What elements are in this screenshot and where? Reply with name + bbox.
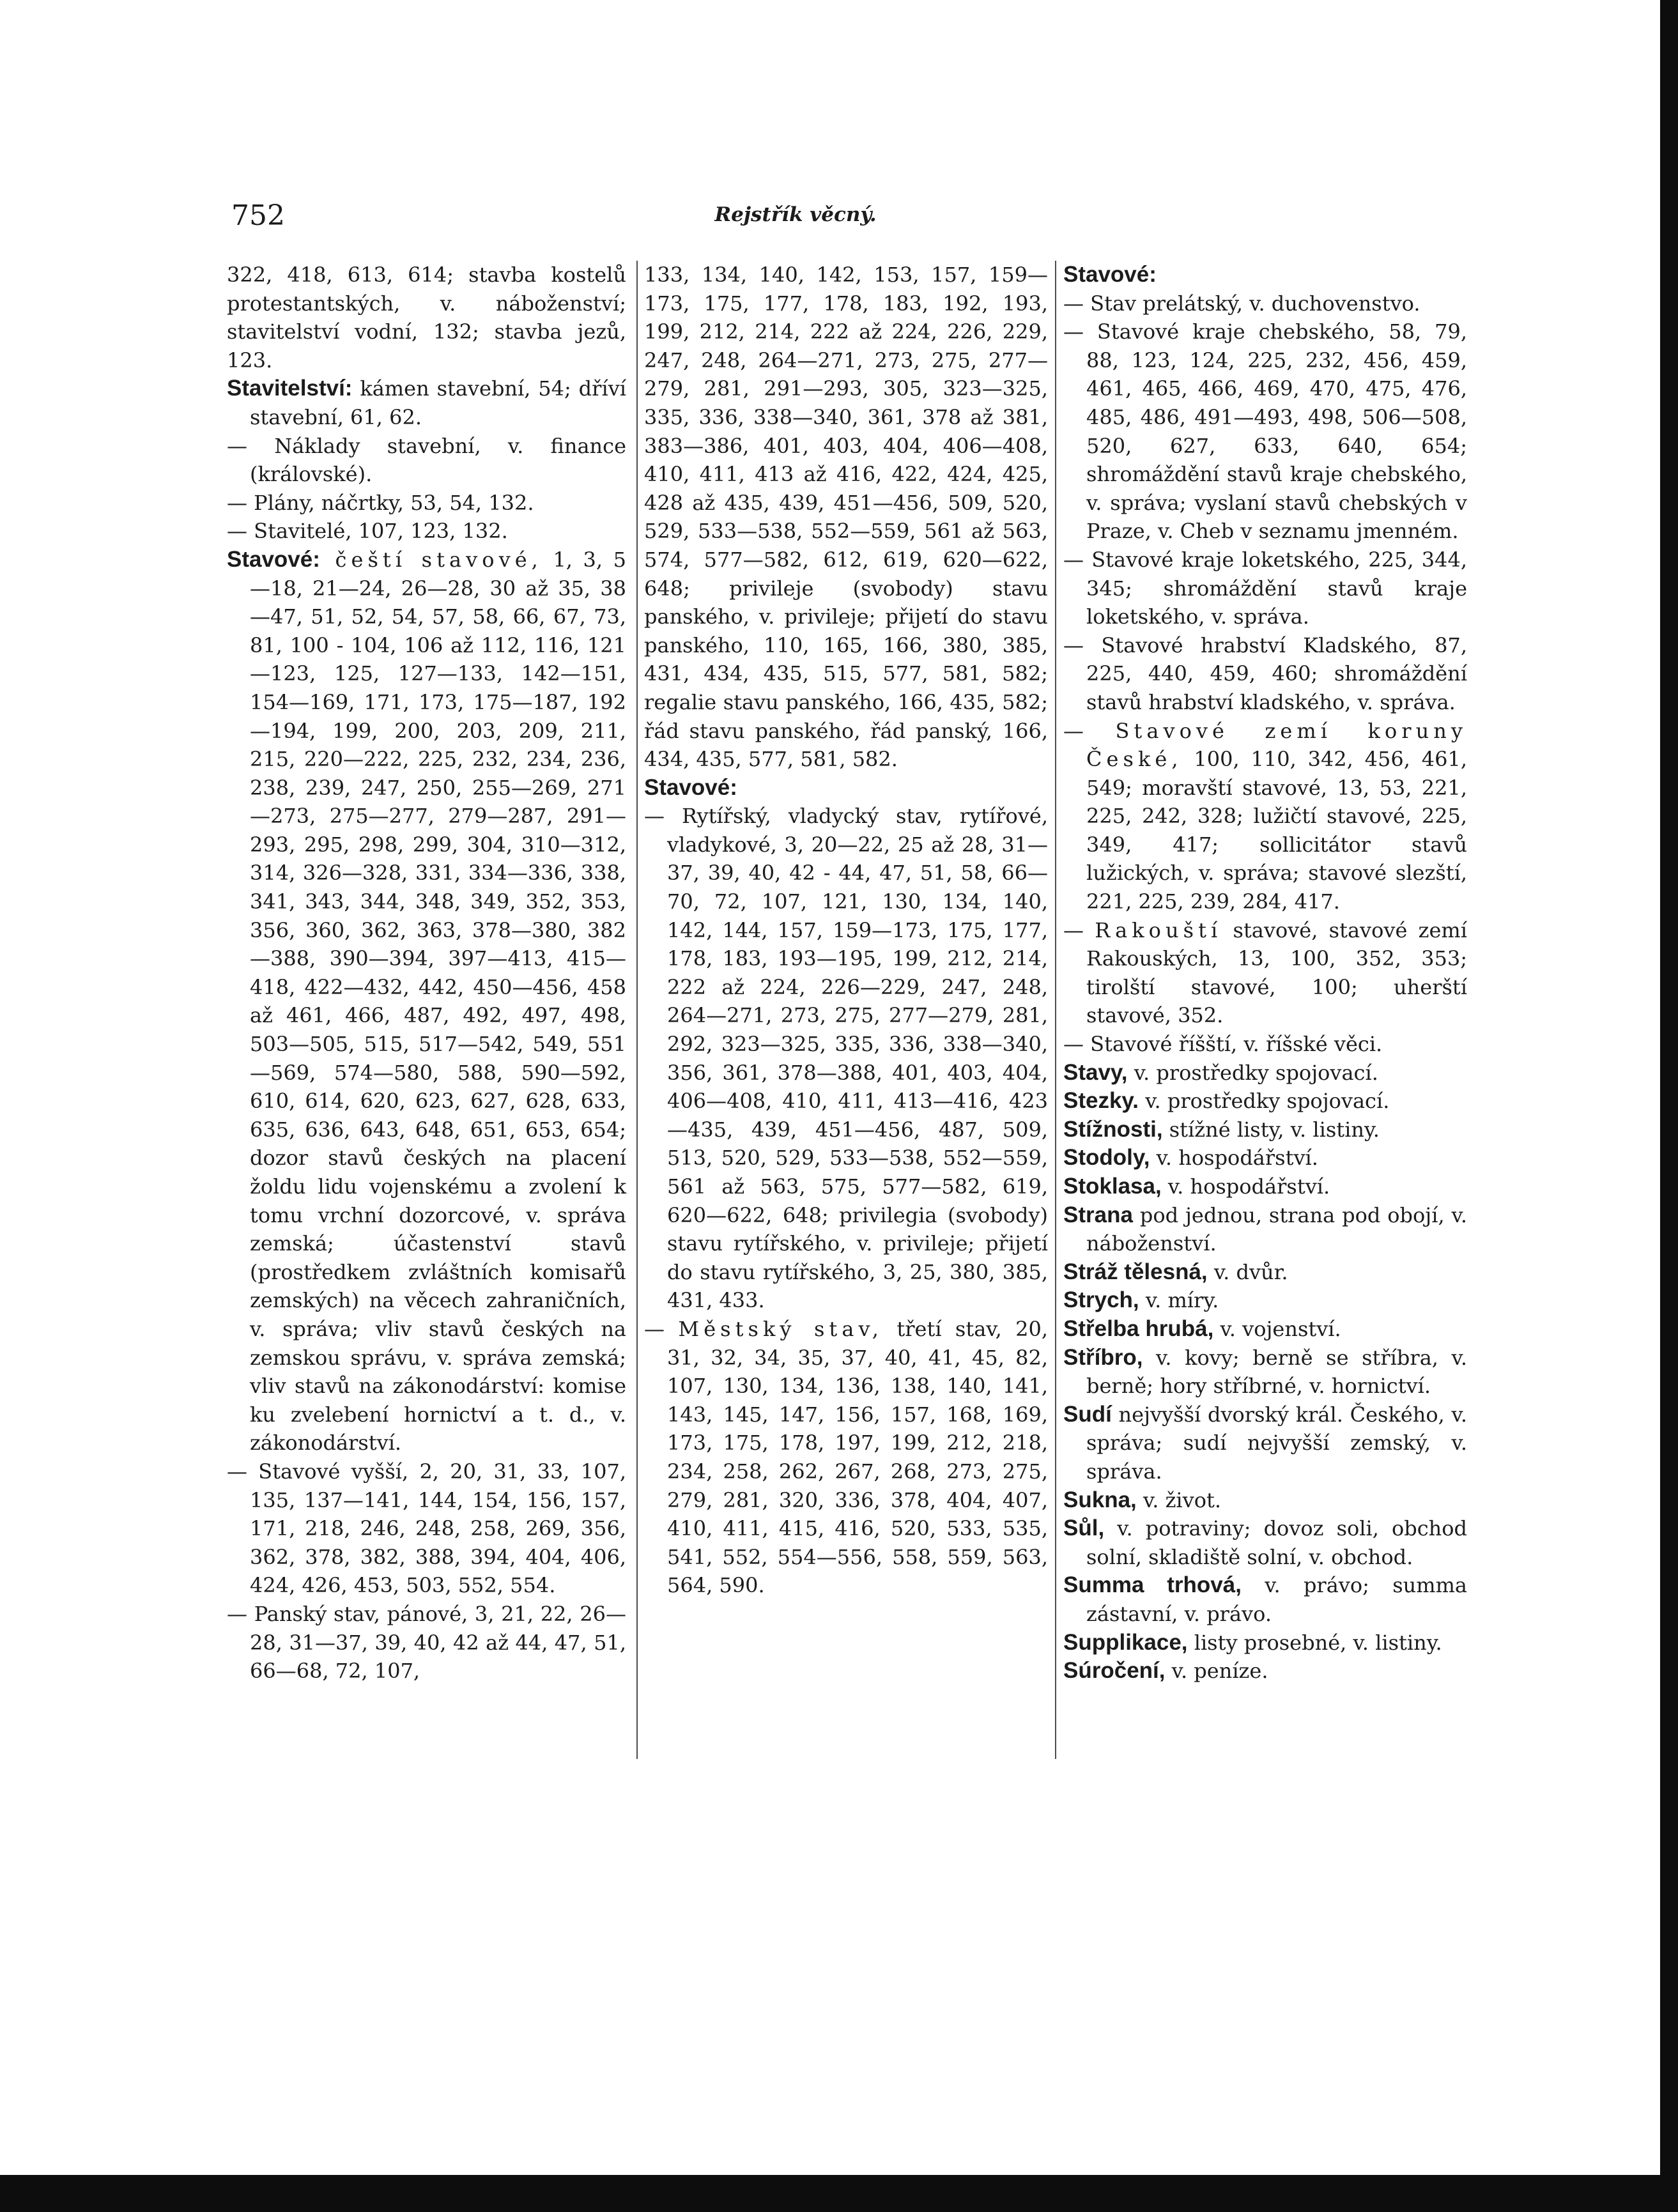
entry-text: v. právo; summa zástavní, v. právo.: [1086, 1573, 1467, 1626]
entry-text: v. hospodářství.: [1150, 1146, 1318, 1171]
entry-text: kámen stavební, 54; dříví stavební, 61, 62.: [250, 376, 626, 429]
entry-strelba-hruba: [1063, 1315, 1467, 1344]
entry-text: v. život.: [1136, 1487, 1222, 1512]
entry-text: v. hospodářství.: [1161, 1174, 1330, 1199]
entry-continuation: 133, 134, 140, 142, 153, 157, 159—173, 175, 177, 178, 183, 192, 193, 199, 212, 214, 222 až 224, 226, 229, 247, 248, 264—271, 273, 275, 277—279, 281, 291—293, 305, 323—325, 335, 336, 338—340, 361, 378 až 381, 383—386, 401, 403, 404, 406—408, 410, 411, 413 až 416, 422, 424, 425, 428 až 435, 439, 451—456, 509, 520, 529, 533—538, 552—559, 561 až 563, 574, 577—582, 612, 619, 620—622, 648; privileje (svobody) stavu panského, v. privileje; přijetí do stavu panského, 110, 165, 166, 380, 385, 431, 434, 435, 515, 577, 581, 582; regalie stavu panského, 166, 435, 582; řád stavu panského, řád panský, 166, 434, 435, 577, 581, 582.: [644, 263, 1048, 772]
entry-text: stavové, stavové zemí Rakouských, 13, 100, 352, 353; tirolští stavové, 100; uherští stavové, 352.: [1086, 918, 1467, 1028]
entry-text: nejvyšší dvorský král. Českého, v. správa; sudí nejvyšší zemský, v. správa.: [1086, 1402, 1467, 1484]
entry-sudi: [1063, 1401, 1467, 1486]
entry-text: 1, 3, 5—18, 21—24, 26—28, 30 až 35, 38—47, 51, 52, 54, 57, 58, 66, 67, 73, 81, 100 - 104, 106 až 112, 116, 121—123, 125, 127—133, 142—151, 154—169, 171, 173, 175—187, 192—194, 199, 200, 203, 209, 211, 215, 220—222, 225, 232, 234, 236, 238, 239, 247, 250, 255—269, 271—273, 275—277, 279—287, 291—293, 295, 298, 299, 304, 310—312, 314, 326—328, 331, 334—336, 338, 341, 343, 344, 348, 349, 352, 353, 356, 360, 362, 363, 378—380, 382—388, 390—394, 397—413, 415—418, 422—432, 442, 450—456, 458 až 461, 466, 487, 492, 497, 498, 503—505, 515, 517—542, 549, 551—569, 574—580, 588, 590—592, 610, 614, 620, 623, 627, 628, 633, 635, 636, 643, 648, 651, 653, 654; dozor stavů českých na placení žoldu lidu vojenskému a zvolení k tomu vrchní dozorcové, v. správa zemská; účastenství stavů (prostředkem zvláštních komisařů zemských) na věcech zahraničních, v. správa; vliv stavů českých na zemskou správu, v. správa zemská; vliv stavů na zákonodárství: komise ku zvelebení hornictví a t. d., v. zákonodárství.: [250, 547, 626, 1455]
entry-text: pod jednou, strana pod obojí, v. náboženství.: [1086, 1202, 1467, 1256]
headword: Stodoly,: [1063, 1145, 1150, 1171]
headword: Stavitelství:: [227, 376, 353, 401]
subentry: — Stav prelátský, v. duchovenstvo.: [1063, 291, 1420, 316]
headword: Sudí: [1063, 1401, 1112, 1427]
dash: —: [1063, 918, 1095, 942]
subentry: — Plány, náčrtky, 53, 54, 132.: [227, 490, 534, 515]
headword: Sůl,: [1063, 1516, 1105, 1541]
entry-straz-telesna: [1063, 1258, 1467, 1287]
headword: Stavové:: [227, 546, 320, 572]
index-column-1: [227, 261, 626, 1686]
entry-text: v. vojenství.: [1213, 1316, 1341, 1341]
entry-stiznosti: [1063, 1116, 1467, 1144]
entry-text: v. potraviny; dovoz soli, obchod solní, skladiště solní, v. obchod.: [1086, 1516, 1467, 1569]
dash: —: [644, 1316, 679, 1341]
headword: Supplikace,: [1063, 1629, 1188, 1655]
subentry: [644, 1315, 1048, 1600]
spaced-term: čeští stavové,: [319, 547, 543, 572]
subentry: — Stavové vyšší, 2, 20, 31, 33, 107, 135, 137—141, 144, 154, 156, 157, 171, 218, 246, 248, 258, 269, 356, 362, 378, 382, 388, 394, 404, 406, 424, 426, 453, 503, 552, 554.: [227, 1459, 626, 1598]
subentry: — Rytířský, vladycký stav, rytířové, vladykové, 3, 20—22, 25 až 28, 31—37, 39, 40, 42 - 44, 47, 51, 58, 66—70, 72, 107, 121, 130, 134, 140, 142, 144, 157, 159—173, 175, 177, 178, 183, 193—195, 199, 212, 214, 222 až 224, 226—229, 247, 248, 264—271, 273, 275, 277—279, 281, 292, 323—325, 335, 336, 338—340, 356, 361, 378—388, 401, 403, 404, 406—408, 410, 411, 413—416, 423—435, 439, 451—456, 487, 509, 513, 520, 529, 533—538, 552—559, 561 až 563, 575, 577—582, 619, 620—622, 648; privilegia (svobody) stavu rytířského, v. privileje; přijetí do stavu rytířského, 3, 25, 380, 385, 431, 433.: [644, 804, 1048, 1313]
headword: Sukna,: [1063, 1487, 1137, 1512]
headword: Stezky.: [1063, 1088, 1139, 1114]
headword: Summa trhová,: [1063, 1572, 1242, 1598]
entry-strana: [1063, 1201, 1467, 1258]
entry-text: stížné listy, v. listiny.: [1162, 1117, 1380, 1142]
headword: Stavové:: [1063, 262, 1157, 287]
entry-sukna: [1063, 1486, 1467, 1515]
headword: Střelba hrubá,: [1063, 1316, 1214, 1341]
subentry: — Panský stav, pánové, 3, 21, 22, 26—28, 31—37, 39, 40, 42 až 44, 47, 51, 66—68, 72, 107,: [227, 1601, 626, 1684]
headword: Stříbro,: [1063, 1344, 1143, 1370]
headword: Strych,: [1063, 1287, 1139, 1313]
entry-stezky: [1063, 1087, 1467, 1116]
scan-edge-bottom: [0, 2175, 1678, 2212]
entry-stribro: [1063, 1344, 1467, 1401]
subentry: [1063, 717, 1467, 916]
scan-edge-right: [1660, 0, 1678, 2212]
headword: Strana: [1063, 1202, 1133, 1227]
subentry: — Stavové kraje chebského, 58, 79, 88, 123, 124, 225, 232, 456, 459, 461, 465, 466, 469, 470, 475, 476, 485, 486, 491—493, 498, 506—508, 520, 627, 633, 640, 654; shromáždění stavů kraje chebského, v. správa; vyslaní stavů chebských v Praze, v. Cheb v seznamu jmenném.: [1063, 319, 1467, 544]
entry-text: třetí stav, 20, 31, 32, 34, 35, 37, 40, 41, 45, 82, 107, 130, 134, 136, 138, 140, 141, 143, 145, 147, 156, 157, 168, 169, 173, 175, 178, 197, 199, 212, 218, 234, 258, 262, 267, 268, 273, 275, 279, 281, 320, 336, 378, 404, 407, 410, 411, 415, 416, 520, 533, 535, 541, 552, 554—556, 558, 559, 563, 564, 590.: [667, 1316, 1049, 1598]
entry-stavitelstvi: [227, 374, 626, 431]
entry-text: listy prosebné, v. listiny.: [1187, 1630, 1442, 1655]
spaced-term: Městský stav,: [678, 1316, 883, 1341]
entry-sul: [1063, 1514, 1467, 1571]
index-column-2: [644, 261, 1048, 1600]
column-rule-right: [1055, 261, 1056, 1759]
subentry: — Stavové říšští, v. říšské věci.: [1063, 1032, 1383, 1057]
entry-suroceni: [1063, 1657, 1467, 1686]
entry-text: v. prostředky spojovací.: [1127, 1060, 1378, 1085]
headword: Stížnosti,: [1063, 1116, 1163, 1142]
subentry: — Náklady stavební, v. finance (královské).: [227, 433, 626, 487]
entry-summa-trhova: [1063, 1571, 1467, 1628]
headword: Stráž tělesná,: [1063, 1259, 1208, 1284]
entry-text: v. peníze.: [1165, 1659, 1268, 1684]
entry-strych: [1063, 1286, 1467, 1315]
entry-continuation: 322, 418, 613, 614; stavba kostelů protestantských, v. náboženství; stavitelství vodní, 132; stavba jezů, 123.: [227, 263, 626, 373]
subentry: — Stavové hrabství Kladského, 87, 225, 440, 459, 460; shromáždění stavů hrabství kladského, v. správa.: [1063, 633, 1467, 714]
entry-supplikace: [1063, 1629, 1467, 1657]
headword: Stavové:: [644, 774, 737, 800]
entry-text: 100, 110, 342, 456, 461, 549; moravští stavové, 13, 53, 221, 225, 242, 328; lužičtí stavové, 225, 349, 417; sollicitátor stavů lužických, v. správa; stavové slezští, 221, 225, 239, 284, 417.: [1086, 747, 1467, 914]
headword: Stoklasa,: [1063, 1174, 1162, 1199]
entry-stavy: [1063, 1059, 1467, 1087]
headword: Stavy,: [1063, 1059, 1128, 1085]
column-rule-left: [636, 261, 638, 1759]
subentry: — Stavitelé, 107, 123, 132.: [227, 519, 508, 544]
entry-stavove: [227, 546, 626, 1457]
subentry: — Stavové kraje loketského, 225, 344, 345; shromáždění stavů kraje loketského, v. správa.: [1063, 547, 1467, 629]
index-column-3: [1063, 261, 1467, 1686]
page-number: 752: [231, 199, 285, 232]
entry-text: v. prostředky spojovací.: [1139, 1089, 1390, 1114]
subentry: [1063, 916, 1467, 1030]
headword: Súročení,: [1063, 1658, 1166, 1684]
entry-text: v. míry.: [1139, 1288, 1219, 1313]
spaced-term: Stavové zemí koruny České,: [1086, 718, 1467, 772]
spaced-term: Rakouští: [1095, 918, 1222, 942]
entry-stodoly: [1063, 1144, 1467, 1172]
entry-stoklasa: [1063, 1172, 1467, 1201]
entry-text: v. kovy; berně se stříbra, v. berně; hory stříbrné, v. hornictví.: [1086, 1345, 1467, 1399]
entry-text: v. dvůr.: [1207, 1259, 1288, 1284]
dash: —: [1063, 718, 1116, 743]
running-head: Rejstřík věcný.: [714, 203, 877, 226]
